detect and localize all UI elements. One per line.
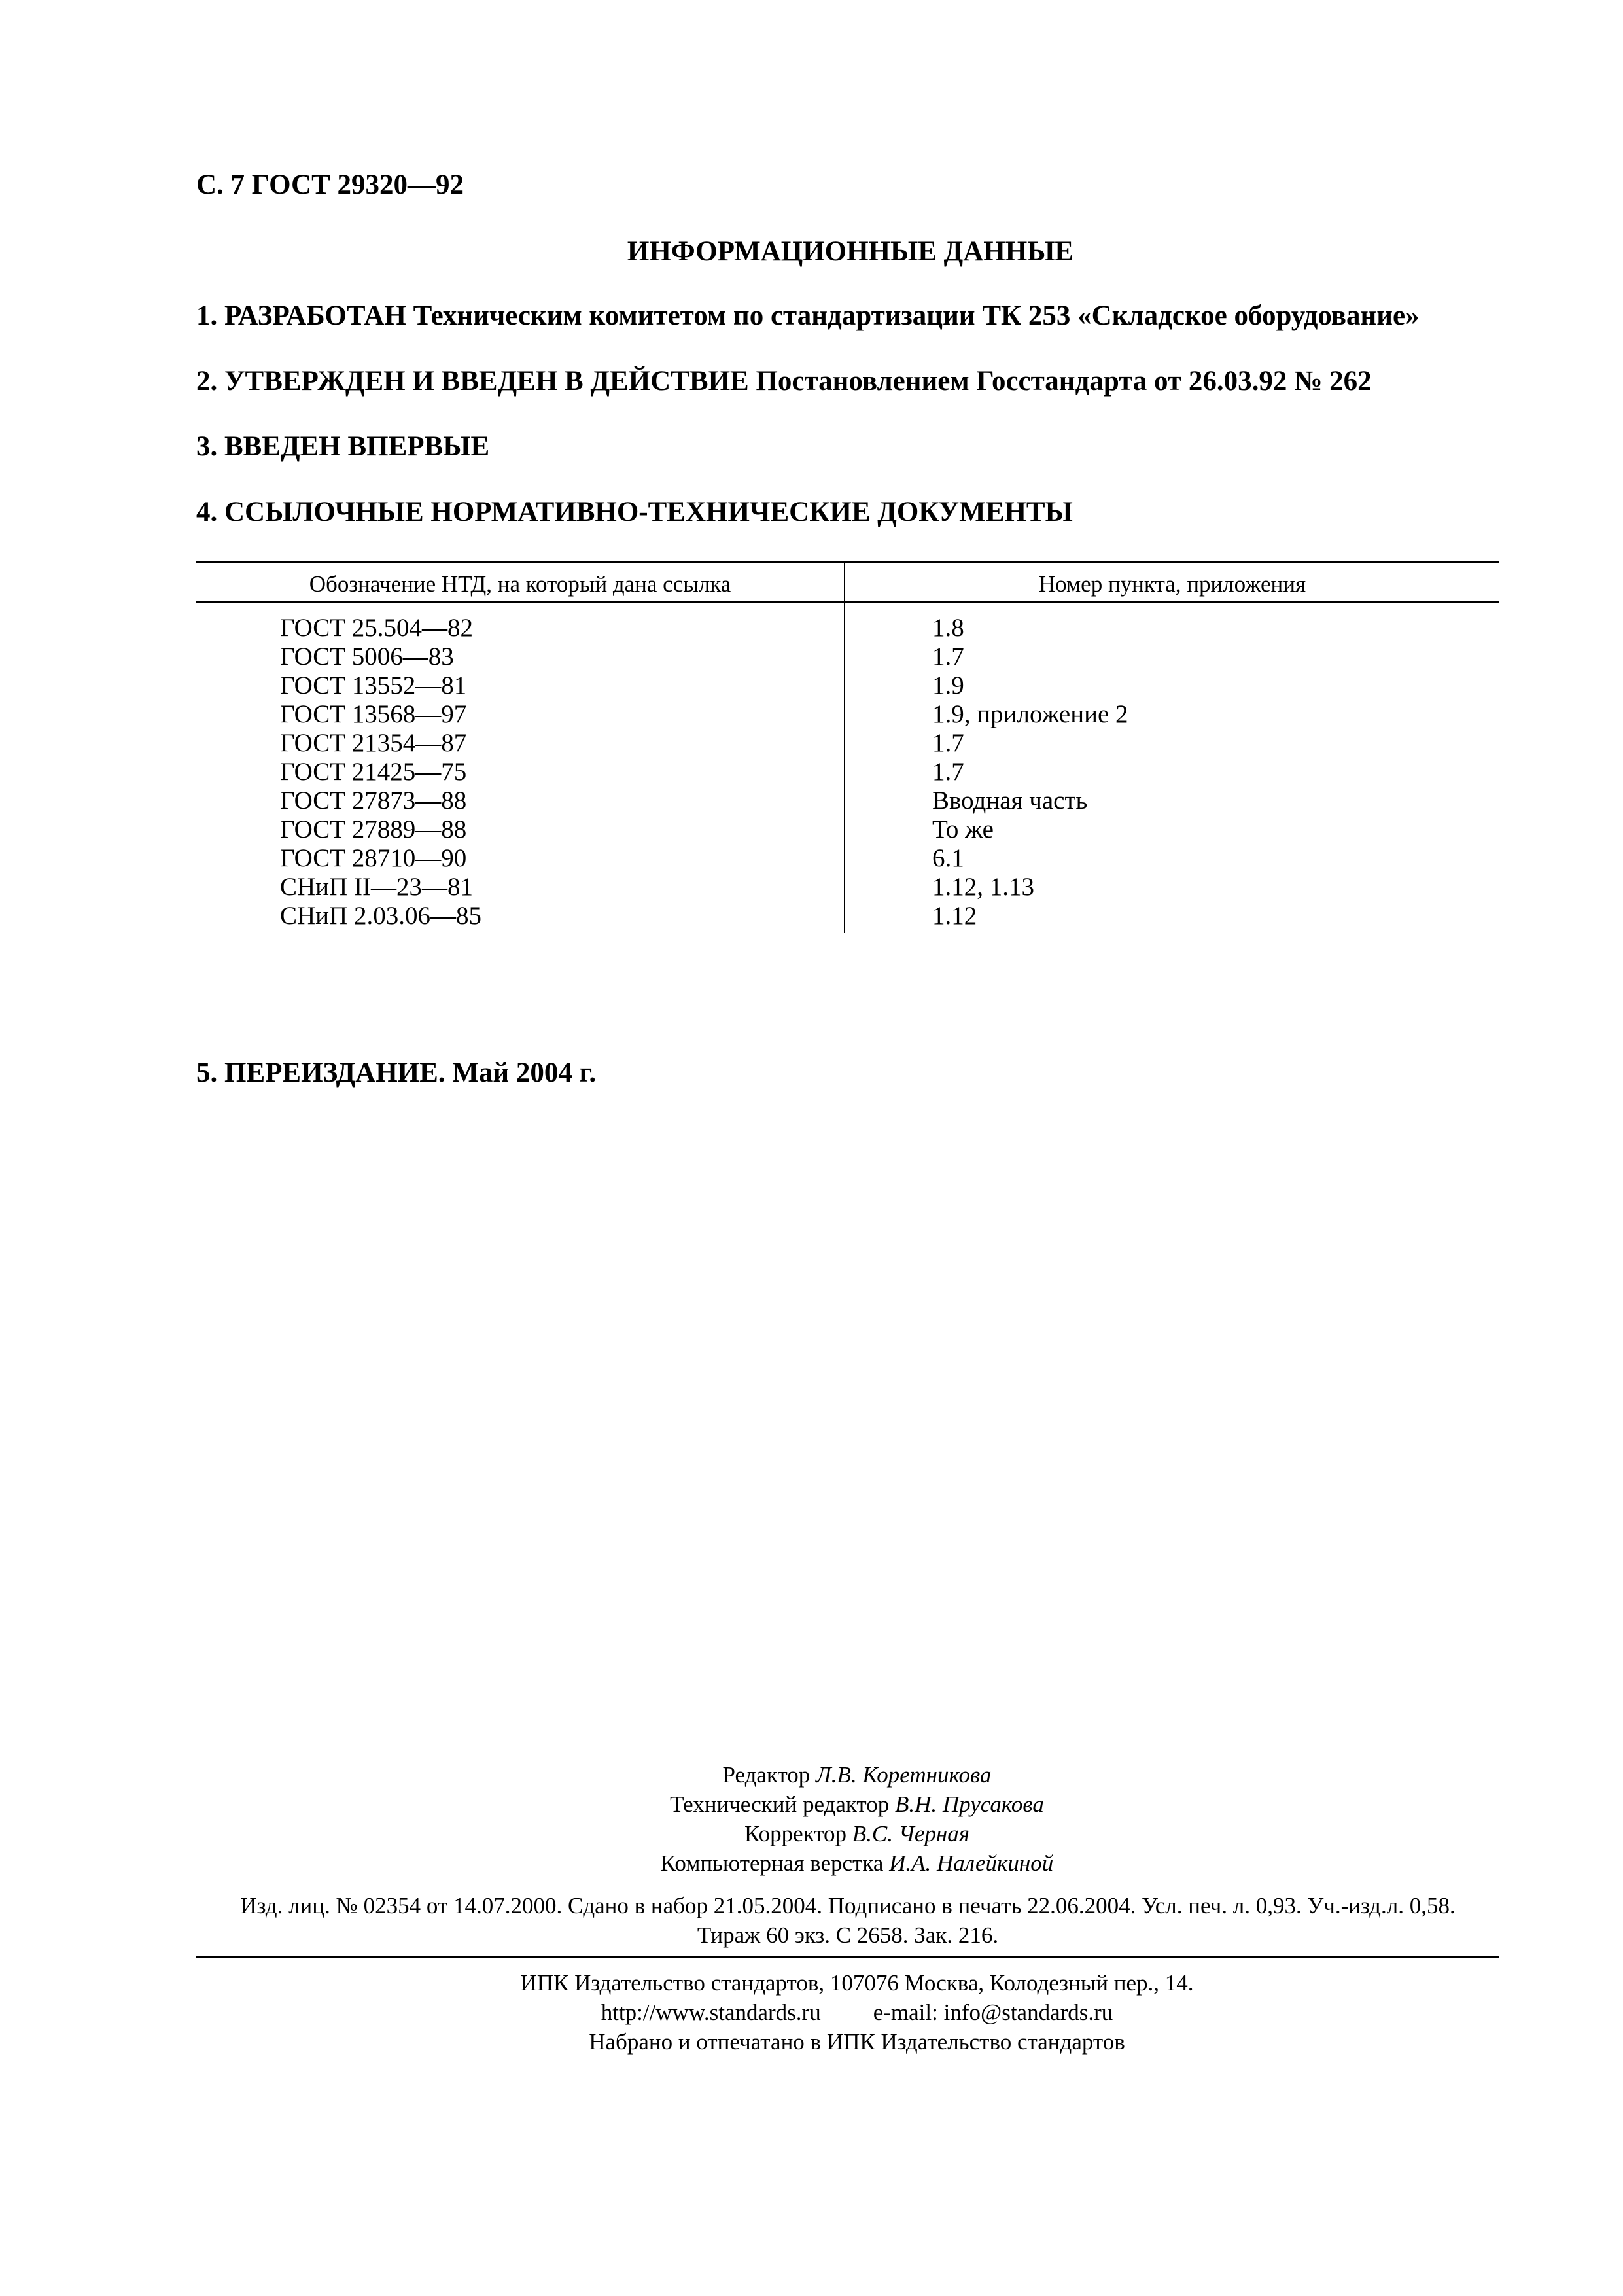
credit-line bbox=[0, 1760, 1623, 1790]
credit-line bbox=[0, 1819, 1623, 1848]
email-link[interactable]: e-mail: info@standards.ru bbox=[873, 2000, 1113, 2025]
publisher-contacts bbox=[0, 1998, 1623, 2027]
credit-role: Технический редактор bbox=[670, 1792, 890, 1817]
table-cell-document: ГОСТ 27889—88 bbox=[280, 815, 467, 843]
item-number: 1. bbox=[196, 300, 218, 331]
credit-line bbox=[0, 1790, 1623, 1819]
table-header-document: Обозначение НТД, на который дана ссылка bbox=[309, 571, 731, 597]
info-item-reissue bbox=[196, 1057, 596, 1089]
publication-imprint bbox=[196, 1891, 1499, 1950]
table-column-documents bbox=[280, 614, 481, 930]
table-cell-clause: 1.7 bbox=[932, 758, 964, 786]
table-cell-document: СНиП II—23—81 bbox=[280, 873, 473, 901]
table-cell-document: ГОСТ 5006—83 bbox=[280, 643, 454, 671]
info-item-references bbox=[196, 496, 1073, 528]
credit-person: В.С. Черная bbox=[852, 1821, 970, 1846]
item-heading: РАЗРАБОТАН bbox=[224, 300, 406, 331]
page-header: С. 7 ГОСТ 29320—92 bbox=[196, 169, 464, 200]
table-cell-document: СНиП 2.03.06—85 bbox=[280, 902, 481, 930]
table-cell-clause: 1.7 bbox=[932, 729, 964, 757]
table-top-rule bbox=[196, 561, 1499, 563]
table-cell-clause: 1.12, 1.13 bbox=[932, 873, 1034, 901]
info-item-developed bbox=[196, 300, 1420, 332]
item-number: 3. bbox=[196, 431, 218, 462]
table-column-divider bbox=[844, 561, 845, 933]
table-header-clause: Номер пункта, приложения bbox=[1038, 571, 1306, 597]
credit-role: Редактор bbox=[722, 1762, 811, 1788]
table-cell-document: ГОСТ 27873—88 bbox=[280, 786, 467, 815]
credit-line bbox=[0, 1848, 1623, 1878]
info-item-approved bbox=[196, 365, 1372, 397]
credit-person: Л.В. Коретникова bbox=[816, 1762, 992, 1788]
table-cell-clause: 1.12 bbox=[932, 902, 977, 930]
table-cell-clause: 1.9, приложение 2 bbox=[932, 700, 1128, 728]
table-cell-document: ГОСТ 21425—75 bbox=[280, 758, 467, 786]
table-cell-clause: 1.8 bbox=[932, 614, 964, 642]
imprint-line: Тираж 60 экз. С 2658. Зак. 216. bbox=[697, 1922, 999, 1948]
printing-note: Набрано и отпечатано в ИПК Издательство стандартов bbox=[589, 2029, 1125, 2055]
table-cell-clause: 1.9 bbox=[932, 671, 964, 699]
info-item-first-introduced bbox=[196, 431, 489, 463]
publisher-address: ИПК Издательство стандартов, 107076 Москва, Колодезный пер., 14. bbox=[520, 1970, 1194, 1996]
item-heading: ВВЕДЕН ВПЕРВЫЕ bbox=[224, 431, 490, 462]
table-cell-document: ГОСТ 25.504—82 bbox=[280, 614, 474, 642]
table-cell-clause: 6.1 bbox=[932, 844, 964, 872]
table-cell-document: ГОСТ 21354—87 bbox=[280, 729, 467, 757]
credit-person: И.А. Налейкиной bbox=[889, 1850, 1054, 1876]
item-heading: ССЫЛОЧНЫЕ НОРМАТИВНО-ТЕХНИЧЕСКИЕ ДОКУМЕНТЫ bbox=[224, 497, 1073, 527]
item-heading: УТВЕРЖДЕН И ВВЕДЕН В ДЕЙСТВИЕ bbox=[224, 366, 749, 397]
table-cell-document: ГОСТ 13552—81 bbox=[280, 671, 467, 699]
item-text: Постановлением Госстандарта от 26.03.92 № 262 bbox=[748, 366, 1372, 397]
credit-person: В.Н. Прусакова bbox=[895, 1792, 1044, 1817]
item-heading: ПЕРЕИЗДАНИЕ. Май 2004 г. bbox=[224, 1057, 597, 1088]
table-cell-clause: 1.7 bbox=[932, 643, 964, 671]
table-cell-clause: Вводная часть bbox=[932, 786, 1088, 815]
imprint-line: Изд. лиц. № 02354 от 14.07.2000. Сдано в набор 21.05.2004. Подписано в печать 22.06.2004. Усл. печ. л. 0,93. Уч.-изд.л. 0,58. bbox=[240, 1893, 1456, 1918]
table-column-clauses bbox=[932, 614, 1128, 930]
website-link[interactable]: http://www.standards.ru bbox=[601, 2000, 821, 2025]
item-number: 5. bbox=[196, 1057, 218, 1088]
footer-rule bbox=[196, 1956, 1499, 1958]
table-cell-document: ГОСТ 13568—97 bbox=[280, 700, 467, 728]
editorial-credits bbox=[0, 1760, 1623, 1878]
item-number: 2. bbox=[196, 366, 218, 397]
credit-role: Корректор bbox=[744, 1821, 846, 1846]
item-number: 4. bbox=[196, 497, 218, 527]
document-title: ИНФОРМАЦИОННЫЕ ДАННЫЕ bbox=[627, 236, 1074, 267]
table-cell-document: ГОСТ 28710—90 bbox=[280, 844, 467, 872]
publisher-footer bbox=[0, 1968, 1623, 2057]
credit-role: Компьютерная верстка bbox=[660, 1850, 884, 1876]
table-cell-clause: То же bbox=[932, 815, 994, 843]
item-text: Техническим комитетом по стандартизации ТК 253 «Складское оборудование» bbox=[406, 300, 1420, 331]
table-header-rule bbox=[196, 601, 1499, 603]
